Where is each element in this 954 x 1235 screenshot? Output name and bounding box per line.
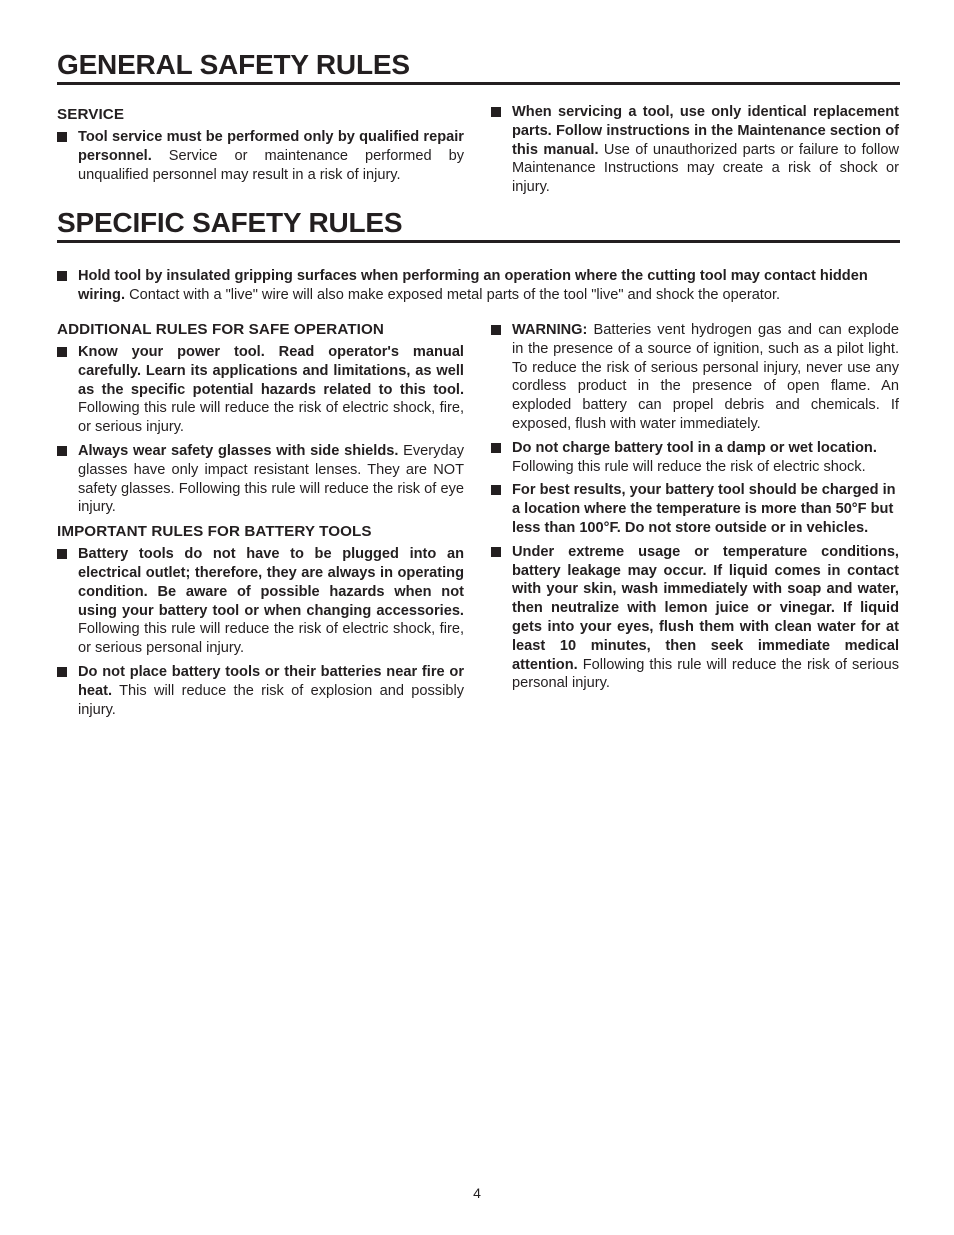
list-item	[57, 128, 464, 184]
item-text: Following this rule will reduce the risk of electric shock.	[512, 458, 866, 475]
list-item	[57, 343, 464, 437]
item-text: Following this rule will reduce the risk of electric shock, fire, or serious personal injury.	[78, 621, 464, 657]
specific-safety-rules-title: SPECIFIC SAFETY RULES	[57, 207, 900, 243]
left-rules-column	[57, 320, 464, 724]
list-item	[57, 267, 899, 305]
item-bold-text: Know your power tool. Read operator's manual carefully. Learn its applications and limitations, as well as the specific potential hazards related to this tool.	[78, 344, 464, 398]
item-bold-text: Under extreme usage or temperature conditions, battery leakage may occur. If liquid comes in contact with your skin, wash immediately with soap and water, then neutralize with lemon juice or vinegar. If liquid gets into your eyes, flush them with clean water for at least 10 minutes, then seek immediate medical attention.	[512, 543, 899, 673]
item-bold-text: When servicing a tool, use only identical replacement parts. Follow instructions in the Maintenance section of this manual.	[512, 104, 899, 158]
list-item	[491, 439, 899, 477]
item-bold-text: Always wear safety glasses with side shields.	[78, 442, 399, 459]
list-item	[57, 545, 464, 658]
square-bullet-icon	[57, 446, 67, 456]
square-bullet-icon	[491, 325, 501, 335]
square-bullet-icon	[491, 547, 501, 557]
right-rules-column	[491, 321, 899, 698]
square-bullet-icon	[491, 485, 501, 495]
additional-rules-heading: ADDITIONAL RULES FOR SAFE OPERATION	[57, 321, 384, 338]
item-bold-text: WARNING:	[512, 322, 588, 338]
item-bold-text: Hold tool by insulated gripping surfaces when performing an operation where the cutting tool may contact hidden wiring.	[78, 268, 868, 303]
item-bold-text: For best results, your battery tool should be charged in a location where the temperature is more than 50°F but less than 100°F. Do not store outside or in vehicles.	[512, 482, 896, 536]
item-text: Service or maintenance performed by unqualified personnel may result in a risk of injury.	[78, 147, 464, 183]
square-bullet-icon	[57, 347, 67, 357]
square-bullet-icon	[491, 443, 501, 453]
list-item	[491, 321, 899, 434]
intro-rule	[57, 267, 899, 310]
battery-rules-heading: IMPORTANT RULES FOR BATTERY TOOLS	[57, 523, 372, 541]
service-column	[57, 105, 464, 189]
item-text: This will reduce the risk of explosion and possibly injury.	[78, 682, 464, 718]
general-safety-rules-title: GENERAL SAFETY RULES	[57, 49, 900, 85]
list-item	[491, 103, 899, 197]
service-heading: SERVICE	[57, 106, 125, 123]
item-bold-text: Tool service must be performed only by qualified repair personnel.	[78, 129, 464, 164]
square-bullet-icon	[57, 132, 67, 142]
page-number: 4	[473, 1185, 481, 1201]
item-bold-text: Do not charge battery tool in a damp or wet location.	[512, 439, 877, 456]
service-column-right	[491, 103, 899, 202]
item-text: Following this rule will reduce the risk of serious personal injury.	[512, 656, 899, 692]
list-item	[491, 543, 899, 693]
item-text: Following this rule will reduce the risk of electric shock, fire, or serious injury.	[78, 400, 464, 436]
item-text: Everyday glasses have only impact resistant lenses. They are NOT safety glasses. Following this rule will reduce the risk of eye injury.	[78, 442, 464, 516]
square-bullet-icon	[57, 549, 67, 559]
square-bullet-icon	[57, 271, 67, 281]
square-bullet-icon	[491, 107, 501, 117]
item-text: Use of unauthorized parts or failure to follow Maintenance Instructions may create a risk of shock or injury.	[512, 141, 899, 196]
item-bold-text: Battery tools do not have to be plugged into an electrical outlet; therefore, they are always in operating condition. Be aware of possible hazards when not using your battery tool or when changing accessories.	[78, 546, 464, 619]
item-text: Batteries vent hydrogen gas and can explode in the presence of a source of ignition, such as a pilot light. To reduce the risk of serious personal injury, never use any cordless product in the presence of open flame. An exploded battery can propel debris and chemicals. If exposed, flush with water immediately.	[512, 322, 899, 432]
list-item	[491, 481, 899, 537]
item-text: Contact with a "live" wire will also make exposed metal parts of the tool "live" and shock the operator.	[125, 286, 781, 303]
list-item	[57, 663, 464, 719]
list-item	[57, 442, 464, 517]
square-bullet-icon	[57, 667, 67, 677]
item-bold-text: Do not place battery tools or their batteries near fire or heat.	[78, 663, 464, 699]
